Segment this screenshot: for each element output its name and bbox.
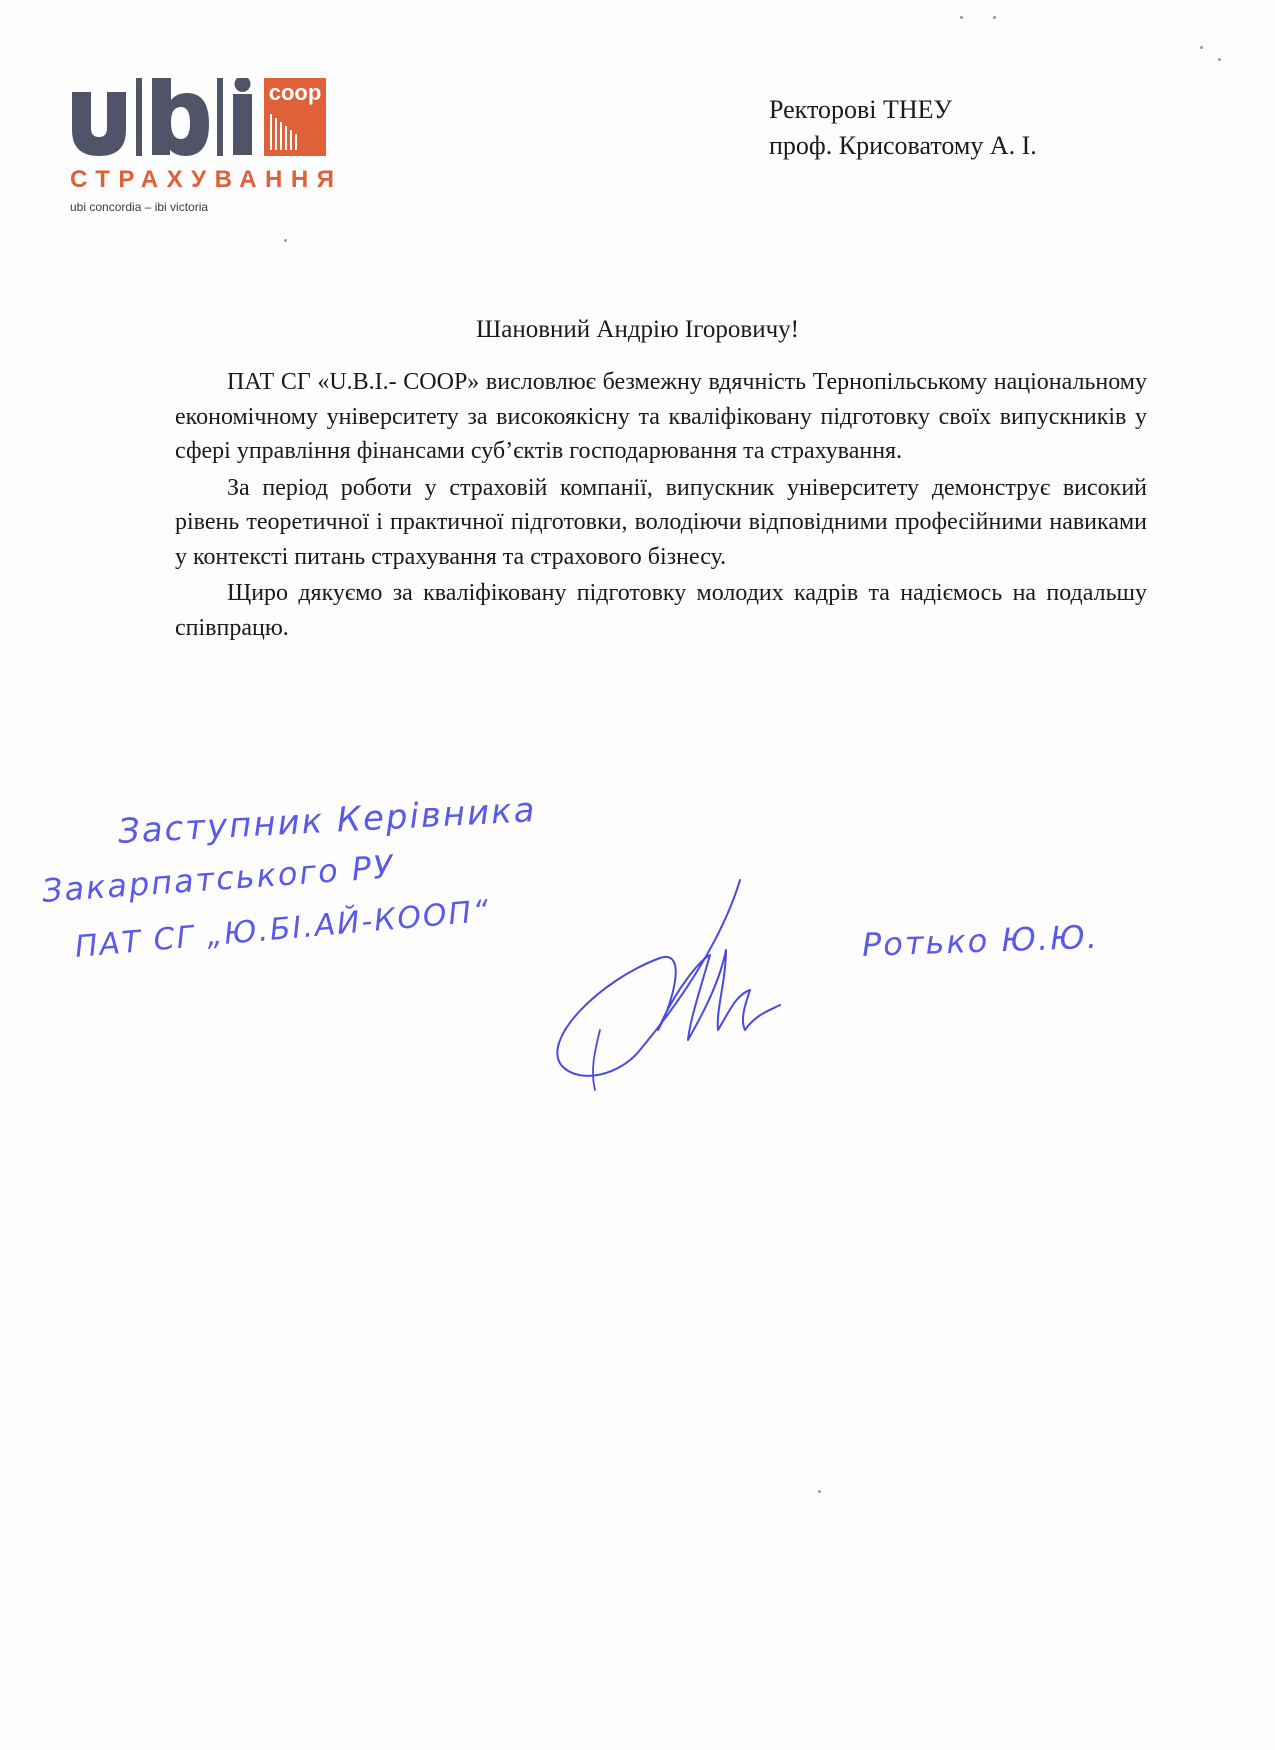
signature-scribble	[540, 870, 800, 1100]
company-logo	[70, 78, 370, 218]
addressee-block	[769, 92, 1037, 164]
ubi-coop-logo-mark	[70, 78, 370, 164]
handwritten-name: Ротько Ю.Ю.	[861, 917, 1100, 964]
paragraph-3: Щиро дякуємо за кваліфіковану підготовку молодих кадрів та надіємось на подальшу співпрацю.	[175, 580, 1147, 641]
scan-speck	[993, 16, 996, 19]
scan-speck	[818, 1490, 821, 1493]
paragraph-1: ПАТ СГ «U.B.I.- COOP» висловлює безмежну вдячність Тернопільському національному економічному університету за високоякісну та кваліфіковану підготовку своїх випускників у сфері управління фінансами суб’єктів господарювання та страхування.	[175, 369, 1147, 464]
handwritten-position-line-2: Закарпатського РУ	[40, 847, 396, 910]
salutation: Шановний Андрію Ігоровичу!	[476, 316, 799, 343]
addressee-line-2: проф. Крисоватому А. І.	[769, 131, 1037, 160]
addressee-line-1: Ректорові ТНЕУ	[769, 95, 952, 124]
letter-body	[175, 365, 1147, 647]
logo-subtitle: СТРАХУВАННЯ	[70, 166, 343, 193]
logo-motto: ubi concordia – ibi victoria	[70, 200, 209, 214]
scan-speck	[960, 16, 963, 19]
scan-speck	[1218, 58, 1221, 61]
handwritten-position-line-1: Заступник Керівника	[116, 790, 538, 852]
scan-speck	[284, 239, 287, 242]
svg-text:coop: coop	[268, 80, 322, 105]
scan-speck	[1200, 46, 1203, 49]
handwritten-position-line-3: ПАТ СГ „Ю.БІ.АЙ-КООП“	[73, 893, 492, 965]
paragraph-2: За період роботи у страховій компанії, випускник університету демонструє високий рівень теоретичної і практичної підготовки, володіючи відповідними професійними навиками у контексті питань страхування та страхового бізнесу.	[175, 474, 1147, 570]
